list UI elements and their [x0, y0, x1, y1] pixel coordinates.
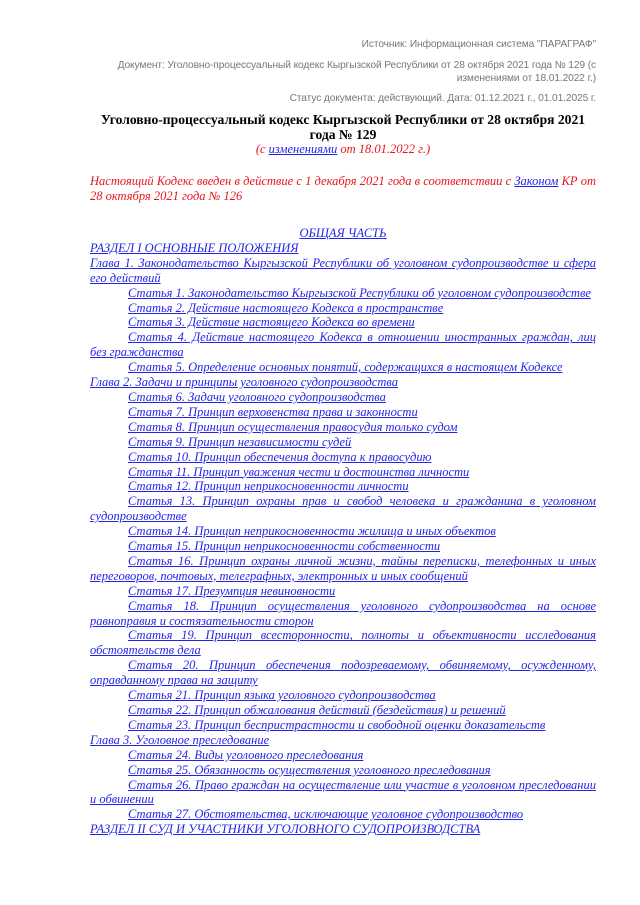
toc-link[interactable]: Статья 14. Принцип неприкосновенности жилища и иных объектов	[128, 524, 496, 539]
toc-entry-art	[90, 390, 596, 405]
toc-link[interactable]: Глава 1. Законодательство Кыргызской Республики об уголовном судопроизводстве и сфера его действий	[90, 255, 596, 285]
toc-link[interactable]: Статья 26. Право граждан на осуществление или участие в уголовном преследовании и обвинении	[90, 777, 596, 807]
amendments-prefix: (с	[255, 142, 269, 156]
toc-link[interactable]: Глава 2. Задачи и принципы уголовного судопроизводства	[90, 375, 398, 390]
document-line: Документ: Уголовно-процессуальный кодекс Кыргызской Республики от 28 октября 2021 года № 129 (с изменениями от 18.01.2022 г.)	[117, 60, 596, 84]
toc-link[interactable]: Статья 6. Задачи уголовного судопроизводства	[128, 389, 386, 404]
toc-link[interactable]: Статья 2. Действие настоящего Кодекса в пространстве	[128, 300, 444, 315]
toc-link[interactable]: Статья 4. Действие настоящего Кодекса в отношении иностранных граждан, лиц без гражданства	[90, 330, 596, 360]
toc-entry-art	[90, 301, 596, 316]
toc-link[interactable]: Статья 19. Принцип всесторонности, полноты и объективности исследования обстоятельств дела	[90, 628, 596, 658]
toc-link[interactable]: Статья 13. Принцип охраны прав и свобод человека и гражданина в уголовном судопроизводстве	[90, 494, 596, 524]
toc-link[interactable]: Статья 20. Принцип обеспечения подозреваемому, обвиняемому, осужденному, оправданному права на защиту	[90, 658, 596, 688]
toc-link[interactable]: Статья 7. Принцип верховенства права и законности	[128, 404, 418, 419]
toc-link[interactable]: Статья 9. Принцип независимости судей	[128, 434, 352, 449]
toc-entry-art	[90, 599, 596, 629]
enactment-note	[90, 174, 596, 204]
toc-entry-section	[90, 241, 596, 256]
amendments-suffix: от 18.01.2022 г.)	[337, 142, 431, 156]
toc-link[interactable]: Статья 23. Принцип беспристрастности и свободной оценки доказательств	[128, 717, 546, 732]
toc-entry-art	[90, 554, 596, 584]
toc-entry-art	[90, 286, 596, 301]
toc-link[interactable]: Статья 12. Принцип неприкосновенности личности	[128, 479, 409, 494]
toc-entry-art	[90, 405, 596, 420]
toc-link[interactable]: Статья 16. Принцип охраны личной жизни, тайны переписки, телефонных и иных переговоров, почтовых, телеграфных, электронных и иных сообщений	[90, 553, 596, 583]
toc-entry-center	[90, 226, 596, 241]
toc-entry-art	[90, 420, 596, 435]
toc-link[interactable]: Статья 25. Обязанность осуществления уголовного преследования	[128, 762, 491, 777]
toc-link[interactable]: Статья 27. Обстоятельства, исключающие уголовное судопроизводство	[128, 807, 524, 822]
source-line: Источник: Информационная система "ПАРАГРАФ"	[361, 39, 596, 50]
toc-entry-art	[90, 628, 596, 658]
toc-link[interactable]: Глава 3. Уголовное преследование	[90, 732, 270, 747]
toc-link[interactable]: Статья 21. Принцип языка уголовного судопроизводства	[128, 688, 436, 703]
document-page	[90, 38, 596, 837]
toc-link[interactable]: Статья 1. Законодательство Кыргызской Республики об уголовном судопроизводстве	[128, 285, 591, 300]
toc-link[interactable]: Статья 24. Виды уголовного преследования	[128, 747, 364, 762]
toc-entry-art	[90, 778, 596, 808]
toc-entry-art	[90, 748, 596, 763]
toc-entry-art	[90, 524, 596, 539]
toc-entry-section	[90, 822, 596, 837]
toc-link[interactable]: Статья 17. Презумпция невиновности	[128, 583, 336, 598]
document-title: Уголовно-процессуальный кодекс Кыргызской Республики от 28 октября 2021 года № 129	[100, 112, 586, 142]
toc-entry-art	[90, 330, 596, 360]
toc-entry-art	[90, 658, 596, 688]
toc-link[interactable]: Статья 18. Принцип осуществления уголовного судопроизводства на основе равноправия и состязательности сторон	[90, 598, 596, 628]
toc-entry-chapter	[90, 733, 596, 748]
toc-entry-art	[90, 360, 596, 375]
toc-link[interactable]: Статья 11. Принцип уважения чести и достоинства личности	[128, 464, 470, 479]
status-line: Статус документа: действующий. Дата: 01.12.2021 г., 01.01.2025 г.	[289, 93, 596, 104]
toc-link[interactable]: РАЗДЕЛ II СУД И УЧАСТНИКИ УГОЛОВНОГО СУДОПРОИЗВОДСТВА	[90, 822, 481, 837]
toc-entry-art	[90, 703, 596, 718]
toc-entry-art	[90, 539, 596, 554]
toc-link[interactable]: Статья 22. Принцип обжалования действий (бездействия) и решений	[128, 703, 506, 717]
toc-entry-art	[90, 315, 596, 330]
toc-entry-art	[90, 494, 596, 524]
toc-entry-art	[90, 807, 596, 822]
toc-link[interactable]: ОБЩАЯ ЧАСТЬ	[299, 226, 387, 240]
toc-entry-art	[90, 718, 596, 733]
table-of-contents	[90, 226, 596, 837]
note-prefix: Настоящий Кодекс введен в действие с 1 декабря 2021 года в соответствии с	[90, 174, 515, 188]
note-suffix: КР от 28 октября 2021 года № 126	[90, 174, 596, 203]
toc-entry-art	[90, 450, 596, 465]
toc-link[interactable]: Статья 8. Принцип осуществления правосудия только судом	[128, 419, 458, 434]
toc-entry-art	[90, 763, 596, 778]
toc-entry-chapter	[90, 375, 596, 390]
toc-link[interactable]: Статья 3. Действие настоящего Кодекса во времени	[128, 315, 415, 330]
toc-entry-art	[90, 465, 596, 480]
toc-link[interactable]: Статья 5. Определение основных понятий, содержащихся в настоящем Кодексе	[128, 360, 563, 375]
toc-entry-art	[90, 435, 596, 450]
toc-entry-art	[90, 688, 596, 703]
amendments-link[interactable]: изменениями	[268, 142, 338, 156]
toc-link[interactable]: Статья 10. Принцип обеспечения доступа к правосудию	[128, 449, 432, 464]
toc-entry-art	[90, 479, 596, 494]
toc-entry-art	[90, 584, 596, 599]
law-link[interactable]: Законом	[514, 174, 559, 188]
toc-link[interactable]: Статья 15. Принцип неприкосновенности собственности	[128, 539, 441, 554]
amendments-line	[90, 142, 596, 157]
toc-link[interactable]: РАЗДЕЛ I ОСНОВНЫЕ ПОЛОЖЕНИЯ	[90, 240, 299, 255]
toc-entry-chapter	[90, 256, 596, 286]
